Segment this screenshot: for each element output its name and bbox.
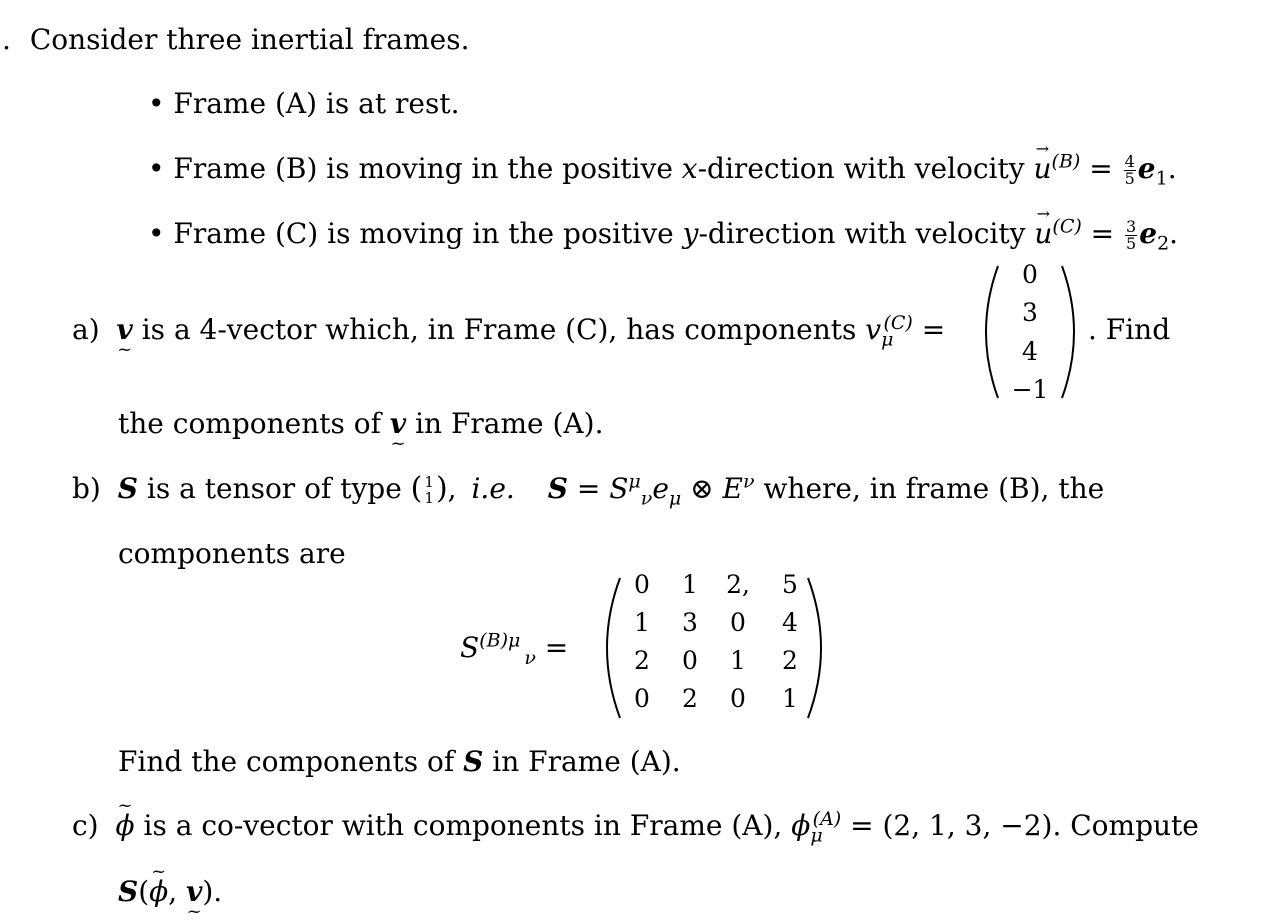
matrix-cell: 1 (634, 608, 650, 637)
part-a-text3: in Frame (A). (406, 407, 604, 440)
part-a-text2: the components of (118, 407, 390, 440)
part-a-label: a) (72, 313, 100, 346)
bullet-end: . (1167, 152, 1177, 185)
part-b-find (118, 745, 681, 778)
part-a-line1: a) v ~ is a 4-vector which, in Frame (C), has components $v_\mu^{(C)}$ = (72, 316, 945, 344)
velocity-frame: (B) (1051, 150, 1081, 173)
tensor-s-symbol: S (463, 745, 484, 778)
part-b-line1: b) S is a tensor of type ( 1 1 ), i.e. $S = S^\mu_\nu e_\mu$ ⊗ $E^\nu$ where, in frame (B), the (72, 470, 1105, 510)
intro-line (2, 23, 470, 56)
axis-symbol: y (682, 217, 699, 250)
intro-marker: . (2, 23, 11, 56)
component-frame: (C) (883, 311, 913, 334)
axis-symbol: x (681, 152, 698, 185)
part-b-find-text2: in Frame (A). (483, 745, 681, 778)
vector-v-symbol: v ~ (186, 878, 202, 906)
tensor-s-symbol: S (547, 472, 568, 505)
matrix-cell: 2, (726, 570, 750, 599)
type-top: 1 (424, 472, 434, 491)
binom-open: ( (410, 471, 423, 506)
part-b-text2: where, in frame (B), the (754, 472, 1105, 505)
covector-phi-symbol: ~ ϕ (116, 812, 135, 840)
component-phi: ϕ (791, 809, 811, 842)
vector-v-symbol: v ~ (390, 410, 406, 438)
velocity-frame: (C) (1052, 215, 1082, 238)
matrix-cell: 0 (682, 646, 698, 675)
part-b-label: b) (72, 472, 101, 505)
vector-v-symbol: v ~ (117, 316, 133, 344)
type-bottom: 1 (424, 488, 434, 507)
matrix-cell: 0 (730, 684, 746, 713)
tensor-s-symbol: S (118, 875, 139, 908)
matrix-lhs: $S^{(B)\mu}_\nu$ = (460, 629, 569, 669)
matrix-cell: 5 (782, 570, 798, 599)
tensor-product: ⊗ (690, 472, 714, 505)
part-c-line2 (118, 875, 223, 908)
vector-entry: −1 (1011, 375, 1049, 404)
basis-index: 2 (1157, 232, 1170, 255)
bullet-dot-icon: • (148, 87, 165, 120)
close-paren: ). (202, 875, 223, 908)
part-c-text: is a co-vector with components in Frame (A), (134, 809, 792, 842)
bullet-end: . (1169, 217, 1179, 250)
matrix-cell: 1 (682, 570, 698, 599)
lower-index: ν (640, 487, 653, 510)
component-frame: (A) (812, 807, 842, 830)
bullet-text-mid: -direction with velocity (698, 217, 1035, 250)
matrix-s: S (460, 631, 480, 664)
bullet-text: Frame (B) is moving in the positive (173, 152, 682, 185)
dual-basis-e: E (722, 472, 743, 505)
matrix-upper: (B)μ (479, 629, 521, 652)
basis-vector: e (1137, 152, 1156, 185)
part-c-value: = (2, 1, 3, −2). Compute (850, 809, 1199, 842)
fraction-num: 3 (1126, 217, 1137, 236)
basis-index: 1 (1155, 167, 1168, 190)
fraction (1125, 219, 1137, 252)
bullet-dot-icon: • (148, 217, 165, 250)
velocity-symbol: → u (1033, 155, 1051, 183)
matrix-cell: 2 (782, 646, 798, 675)
part-a-text: is a 4-vector which, in Frame (C), has components (132, 313, 866, 346)
matrix-cell: 1 (730, 646, 746, 675)
component-index: μ (810, 824, 823, 847)
velocity-symbol: → u (1034, 220, 1052, 248)
fraction-den: 5 (1126, 234, 1137, 253)
matrix-cell: 1 (782, 684, 798, 713)
bullet-text-mid: -direction with velocity (697, 152, 1034, 185)
part-c-line1 (72, 807, 1199, 847)
bullet-text: Frame (C) is moving in the positive (173, 217, 683, 250)
matrix-lower: ν (524, 646, 536, 669)
vector-entry: 3 (1022, 298, 1038, 327)
part-c-label: c) (72, 809, 99, 842)
tensor-type (424, 472, 434, 507)
upper-index: μ (628, 470, 641, 493)
basis-e-index: μ (668, 487, 682, 510)
part-a-tail: . Find (1088, 313, 1171, 346)
matrix-cell: 2 (634, 646, 650, 675)
tensor-s-symbol: S (117, 472, 138, 505)
component-index: μ (881, 328, 894, 351)
matrix-cell: 3 (682, 608, 698, 637)
matrix-cell: 4 (782, 608, 798, 637)
matrix-cell: 0 (634, 684, 650, 713)
bullet-frame-c: • Frame (C) is moving in the positive y-direction with velocity → $u^{(C)}$ = $\frac{3}{5}$ $e_2$. (148, 219, 1178, 252)
part-b-text: is a tensor of type (138, 472, 411, 505)
fraction (1124, 154, 1136, 187)
part-b-line2: components are (118, 537, 346, 570)
vector-entry: 0 (1022, 260, 1038, 289)
basis-vector: e (1139, 217, 1158, 250)
component-symbol: v (865, 313, 882, 346)
vector-entry: 4 (1022, 337, 1038, 366)
part-b-find-text: Find the components of (118, 745, 464, 778)
part-a-line2 (118, 407, 604, 440)
covector-phi-symbol: ~ ϕ (149, 878, 168, 906)
bullet-frame-a (148, 87, 460, 120)
intro-text: Consider three inertial frames. (29, 23, 470, 56)
bullet-text: Frame (A) is at rest. (173, 87, 460, 120)
bullet-dot-icon: • (148, 152, 165, 185)
binom-close: ) (435, 471, 448, 506)
ie-text: i.e. (471, 472, 515, 505)
bullet-frame-b: • Frame (B) is moving in the positive x-direction with velocity → $u^{(B)}$ = $\frac{4}{5}$ $e_1$. (148, 154, 1177, 187)
component-s: S (609, 472, 629, 505)
matrix-cell: 0 (634, 570, 650, 599)
fraction-num: 4 (1124, 152, 1135, 171)
fraction-den: 5 (1124, 169, 1135, 188)
basis-e: e (652, 472, 669, 505)
open-paren: ( (138, 875, 150, 908)
matrix-cell: 0 (730, 608, 746, 637)
matrix-cell: 2 (682, 684, 698, 713)
comma: , (168, 875, 187, 908)
dual-basis-index: ν (742, 470, 755, 493)
